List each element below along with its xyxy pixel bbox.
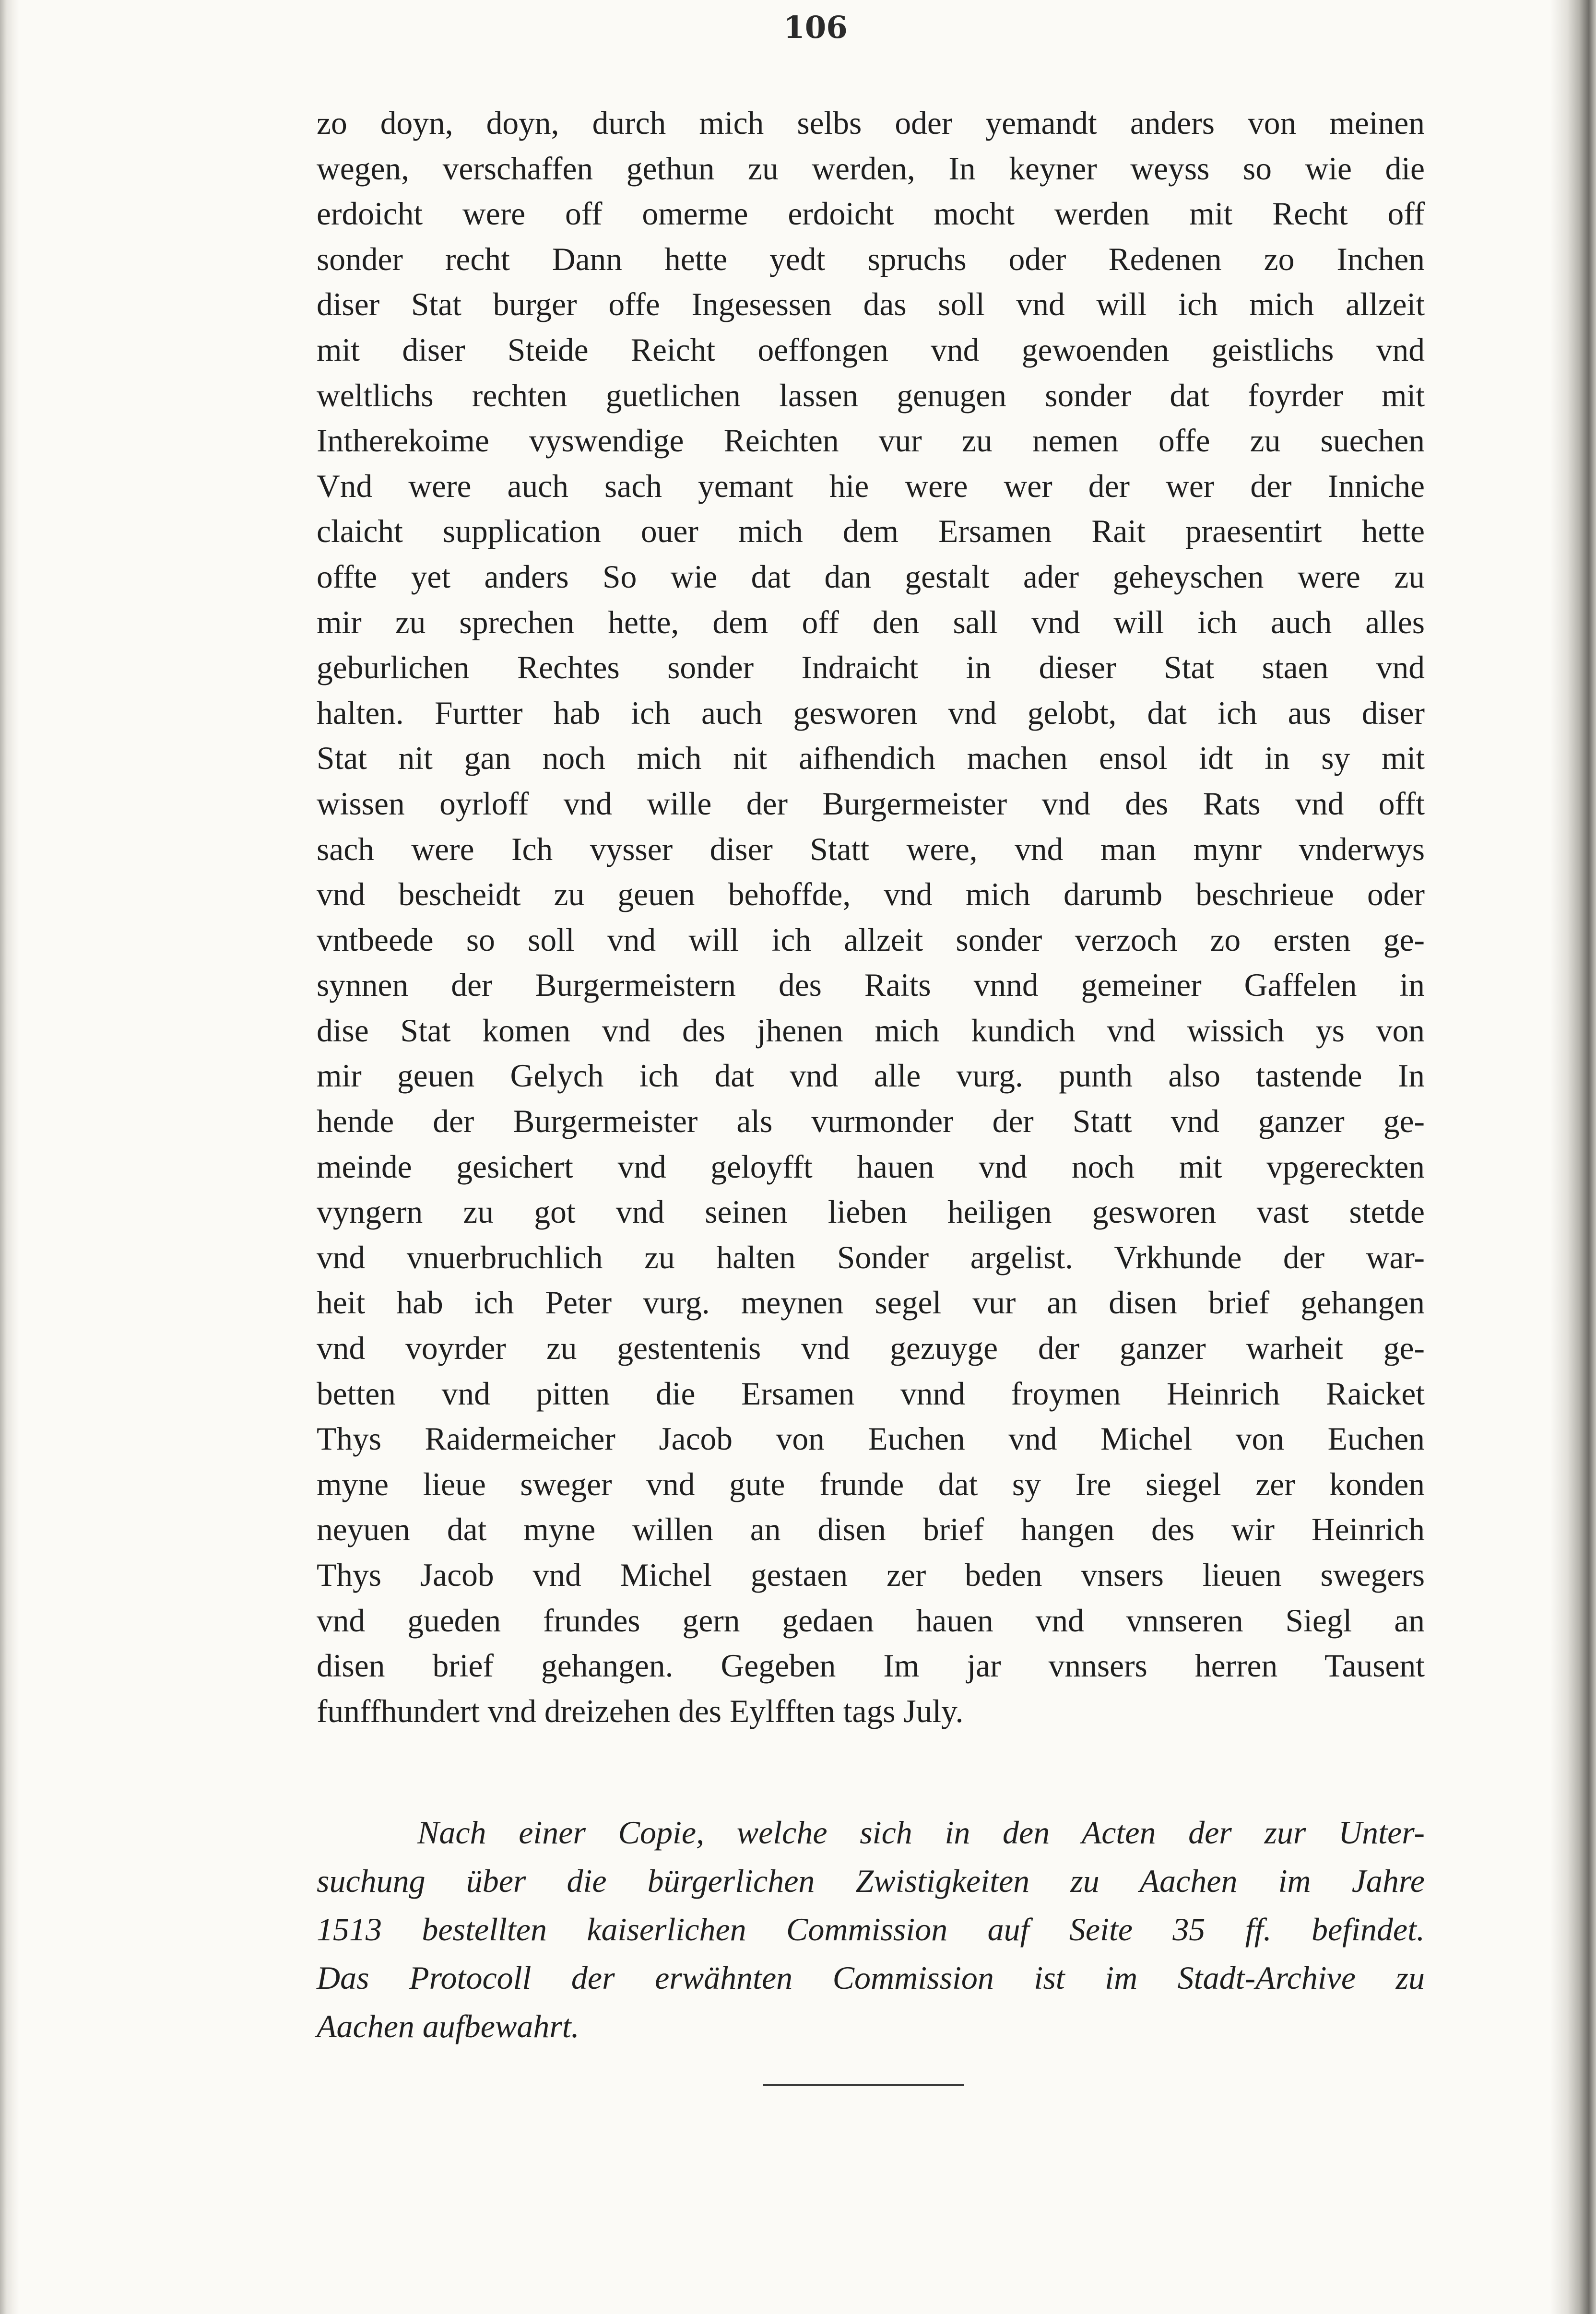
closing-rule	[763, 2084, 964, 2086]
text-line: geburlichen Rechtes sonder Indraicht in dieser Stat staen vnd	[317, 649, 1425, 686]
text-line: vnd bescheidt zu geuen behoffde, vnd mich darumb beschrieue oder	[317, 876, 1425, 913]
text-line: sonder recht Dann hette yedt spruchs oder Redenen zo Inchen	[317, 241, 1425, 277]
text-line: synnen der Burgermeistern des Raits vnnd gemeiner Gaffelen in	[317, 967, 1425, 1004]
text-line: wegen, verschaffen gethun zu werden, In keyner weyss so wie die	[317, 150, 1425, 187]
text-line: claicht supplication ouer mich dem Ersamen Rait praesentirt hette	[317, 513, 1425, 550]
text-line: Intherekoime vyswendige Reichten vur zu nemen offe zu suechen	[317, 423, 1425, 459]
text-line: weltlichs rechten guetlichen lassen genugen sonder dat foyrder mit	[317, 377, 1425, 413]
text-line: dise Stat komen vnd des jhenen mich kundich vnd wissich ys von	[317, 1012, 1425, 1049]
text-line: mit diser Steide Reicht oeffongen vnd gewoenden geistlichs vnd	[317, 331, 1425, 368]
text-line: sach were Ich vysser diser Statt were, vnd man mynr vnderwys	[317, 831, 1425, 867]
text-line: funffhundert vnd dreizehen des Eylfften tags July.	[317, 1693, 964, 1729]
scan-edge-right	[1550, 0, 1596, 2314]
text-line: meinde gesichert vnd geloyfft hauen vnd noch mit vpgereckten	[317, 1148, 1425, 1185]
text-line: hende der Burgermeister als vurmonder der Statt vnd ganzer ge-	[317, 1103, 1425, 1140]
text-line: heit hab ich Peter vurg. meynen segel vur an disen brief gehangen	[317, 1285, 1425, 1321]
text-line: mir geuen Gelych ich dat vnd alle vurg. punth also tastende In	[317, 1058, 1425, 1094]
note-line: Aachen aufbewahrt.	[317, 2008, 579, 2044]
oath-text	[317, 101, 1425, 1734]
text-line: vnd voyrder zu gestentenis vnd gezuyge der ganzer warheit ge-	[317, 1330, 1425, 1367]
note-line: 1513 bestellten kaiserlichen Commission auf Seite 35 ff. befindet.	[317, 1911, 1425, 1948]
text-line: mir zu sprechen hette, dem off den sall vnd will ich auch alles	[317, 604, 1425, 640]
note-line: Das Protocoll der erwähnten Commission ist im Stadt-Archive zu	[317, 1960, 1425, 1996]
text-line: zo doyn, doyn, durch mich selbs oder yemandt anders von meinen	[317, 105, 1425, 141]
text-line: neyuen dat myne willen an disen brief hangen des wir Heinrich	[317, 1511, 1425, 1548]
text-line: halten. Furtter hab ich auch gesworen vnd gelobt, dat ich aus diser	[317, 695, 1425, 731]
text-line: betten vnd pitten die Ersamen vnnd froymen Heinrich Raicket	[317, 1375, 1425, 1412]
note-line: suchung über die bürgerlichen Zwistigkeiten zu Aachen im Jahre	[317, 1863, 1425, 1899]
text-line: Stat nit gan noch mich nit aifhendich machen ensol idt in sy mit	[317, 740, 1425, 777]
text-line: diser Stat burger offe Ingesessen das soll vnd will ich mich allzeit	[317, 286, 1425, 323]
text-line: vnd vnuerbruchlich zu halten Sonder argelist. Vrkhunde der war-	[317, 1239, 1425, 1275]
text-line: vyngern zu got vnd seinen lieben heiligen gesworen vast stetde	[317, 1194, 1425, 1230]
text-line: offte yet anders So wie dat dan gestalt ader geheyschen were zu	[317, 558, 1425, 595]
text-line: myne lieue sweger vnd gute frunde dat sy Ire siegel zer konden	[317, 1466, 1425, 1502]
text-line: Thys Raidermeicher Jacob von Euchen vnd Michel von Euchen	[317, 1421, 1425, 1457]
text-line: wissen oyrloff vnd wille der Burgermeister vnd des Rats vnd offt	[317, 785, 1425, 822]
scan-edge-left	[0, 0, 19, 2314]
text-line: vntbeede so soll vnd will ich allzeit sonder verzoch zo ersten ge-	[317, 921, 1425, 958]
text-line: Vnd were auch sach yemant hie were wer der wer der Inniche	[317, 468, 1425, 504]
page-number: 106	[783, 10, 848, 46]
text-line: erdoicht were off omerme erdoicht mocht werden mit Recht off	[317, 196, 1425, 232]
source-note	[317, 1808, 1425, 2051]
text-line: vnd gueden frundes gern gedaen hauen vnd vnnseren Siegl an	[317, 1602, 1425, 1639]
note-line: Nach einer Copie, welche sich in den Acten der zur Unter-	[417, 1814, 1425, 1851]
text-line: disen brief gehangen. Gegeben Im jar vnnsers herren Tausent	[317, 1648, 1425, 1684]
text-line: Thys Jacob vnd Michel gestaen zer beden vnsers lieuen swegers	[317, 1557, 1425, 1593]
